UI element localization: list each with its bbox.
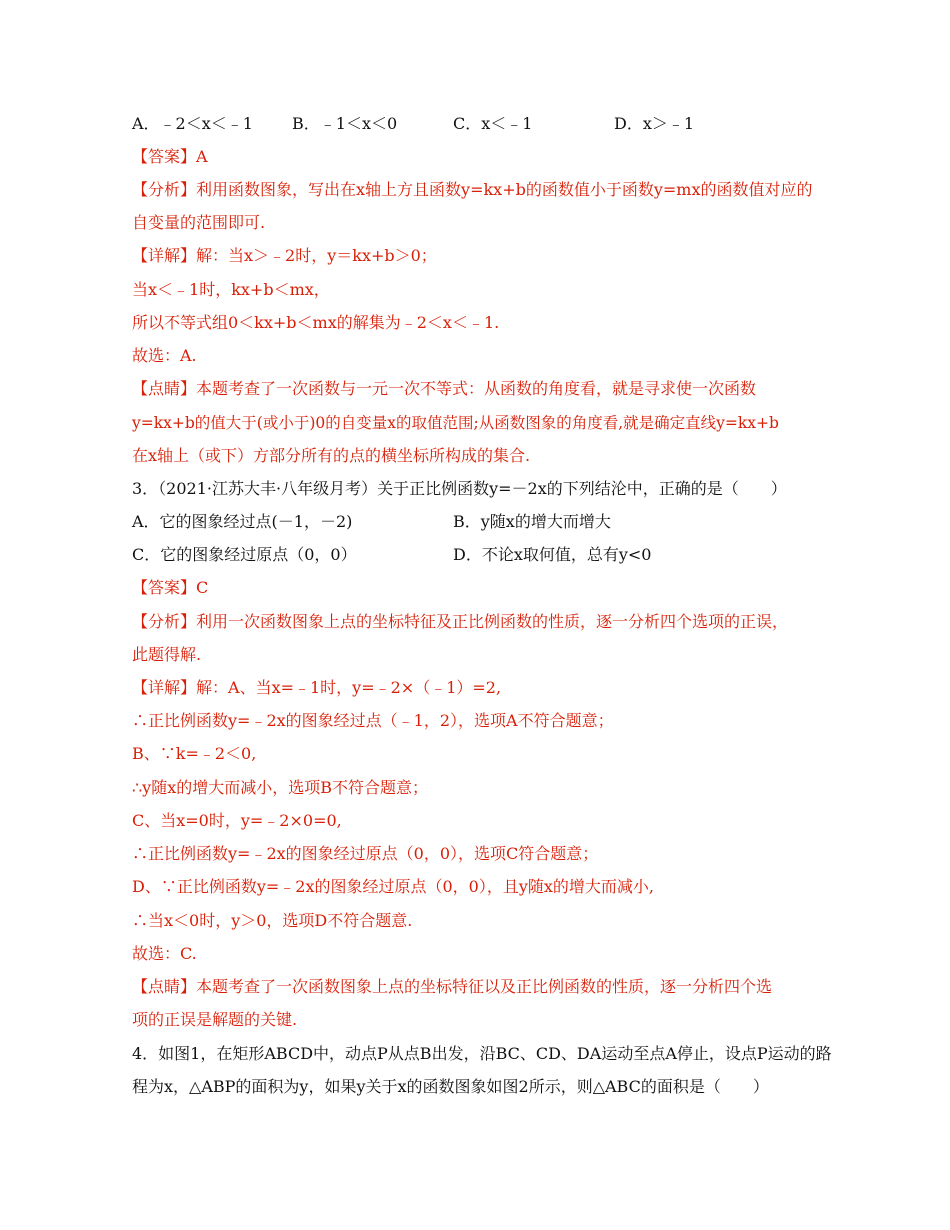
q3-detail-line-3: B、∵k=﹣2＜0,: [132, 744, 257, 763]
answer-value: A: [196, 147, 208, 166]
q2-choose-line: 故选：A.: [132, 346, 197, 365]
q3-option-d: D．不论x取何值，总有y<0: [453, 545, 652, 564]
q2-detail-line-3: 所以不等式组0＜kx+b＜mx的解集为﹣2＜x＜﹣1.: [132, 313, 500, 332]
answer-tag: 【答案】: [132, 147, 197, 166]
q3-option-a: A．它的图象经过点(－1，－2): [132, 512, 353, 531]
q2-option-a: A．﹣2＜x＜﹣1: [132, 114, 253, 133]
q3-option-b: B．y随x的增大而增大: [453, 512, 611, 531]
analysis-text: 利用一次函数图象上点的坐标特征及正比例函数的性质，逐一分析四个选项的正误，: [196, 612, 789, 631]
comment-tag: 【点睛】: [132, 977, 197, 996]
detail-text: 解：A、当x=﹣1时，y=﹣2×（﹣1）=2,: [196, 678, 502, 697]
q3-detail-line-2: ∴正比例函数y=﹣2x的图象经过点（﹣1，2），选项A不符合题意；: [132, 711, 614, 730]
q2-analysis-line-1: [132, 179, 813, 201]
q2-option-c: C．x＜﹣1: [453, 114, 533, 133]
q3-option-c: C．它的图象经过原点（0，0）: [132, 545, 357, 564]
q2-analysis-line-2: 自变量的范围即可.: [132, 213, 266, 232]
comment-tag: 【点睛】: [132, 379, 197, 398]
detail-tag: 【详解】: [132, 246, 197, 265]
q2-option-d: D．x＞﹣1: [614, 114, 695, 133]
q2-answer-line: [132, 146, 208, 168]
q3-detail-line-1: [132, 677, 501, 699]
q3-comment-line-1: [132, 976, 772, 998]
analysis-tag: 【分析】: [132, 612, 197, 631]
analysis-tag: 【分析】: [132, 180, 197, 199]
q2-detail-line-2: 当x＜﹣1时，kx+b＜mx，: [132, 280, 330, 299]
q3-detail-line-6: ∴正比例函数y=﹣2x的图象经过原点（0，0），选项C符合题意；: [132, 844, 599, 863]
q2-option-b: B．﹣1＜x＜0: [292, 114, 398, 133]
comment-text: 本题考查了一次函数与一元一次不等式：从函数的角度看，就是寻求使一次函数: [196, 379, 757, 398]
detail-text: 解：当x＞﹣2时，y＝kx+b＞0；: [196, 246, 437, 265]
q3-choose-line: 故选：C.: [132, 944, 197, 963]
q3-answer-line: [132, 577, 208, 599]
q2-detail-line-1: [132, 245, 437, 267]
analysis-text: 利用函数图象，写出在x轴上方且函数y=kx+b的函数值小于函数y=mx的函数值对应的: [196, 180, 813, 199]
q4-stem-line-1: 4．如图1，在矩形ABCD中，动点P从点B出发，沿BC、CD、DA运动至点A停止，设点P运动的路: [132, 1044, 832, 1063]
q3-analysis-line-1: [132, 611, 788, 633]
q4-stem-line-2: 程为x，△ABP的面积为y，如果y关于x的函数图象如图2所示，则△ABC的面积是（ ）: [132, 1077, 769, 1096]
q3-detail-line-7: D、∵正比例函数y=﹣2x的图象经过原点（0，0），且y随x的增大而减小,: [132, 877, 654, 896]
q2-comment-line-2: y=kx+b的值大于(或小于)0的自变量x的取值范围;从函数图象的角度看,就是确定直线y=kx+b: [132, 414, 779, 432]
q3-detail-line-8: ∴当x＜0时，y＞0，选项D不符合题意.: [132, 911, 413, 930]
q3-stem: 3．（2021·江苏大丰·八年级月考）关于正比例函数y=－2x的下列结沦中，正确的是（ ）: [132, 479, 787, 498]
q3-comment-line-2: 项的正误是解题的关键.: [132, 1010, 298, 1029]
q2-comment-line-3: 在x轴上（或下）方部分所有的点的横坐标所构成的集合.: [132, 446, 531, 465]
detail-tag: 【详解】: [132, 678, 197, 697]
q3-analysis-line-2: 此题得解.: [132, 645, 202, 664]
answer-tag: 【答案】: [132, 578, 197, 597]
q3-detail-line-5: C、当x=0时，y=﹣2×0=0,: [132, 811, 342, 830]
q3-detail-line-4: ∴y随x的增大而减小，选项B不符合题意；: [132, 778, 429, 797]
comment-text: 本题考查了一次函数图象上点的坐标特征以及正比例函数的性质，逐一分析四个选: [196, 977, 773, 996]
answer-value: C: [196, 578, 209, 597]
q2-comment-line-1: [132, 378, 756, 400]
